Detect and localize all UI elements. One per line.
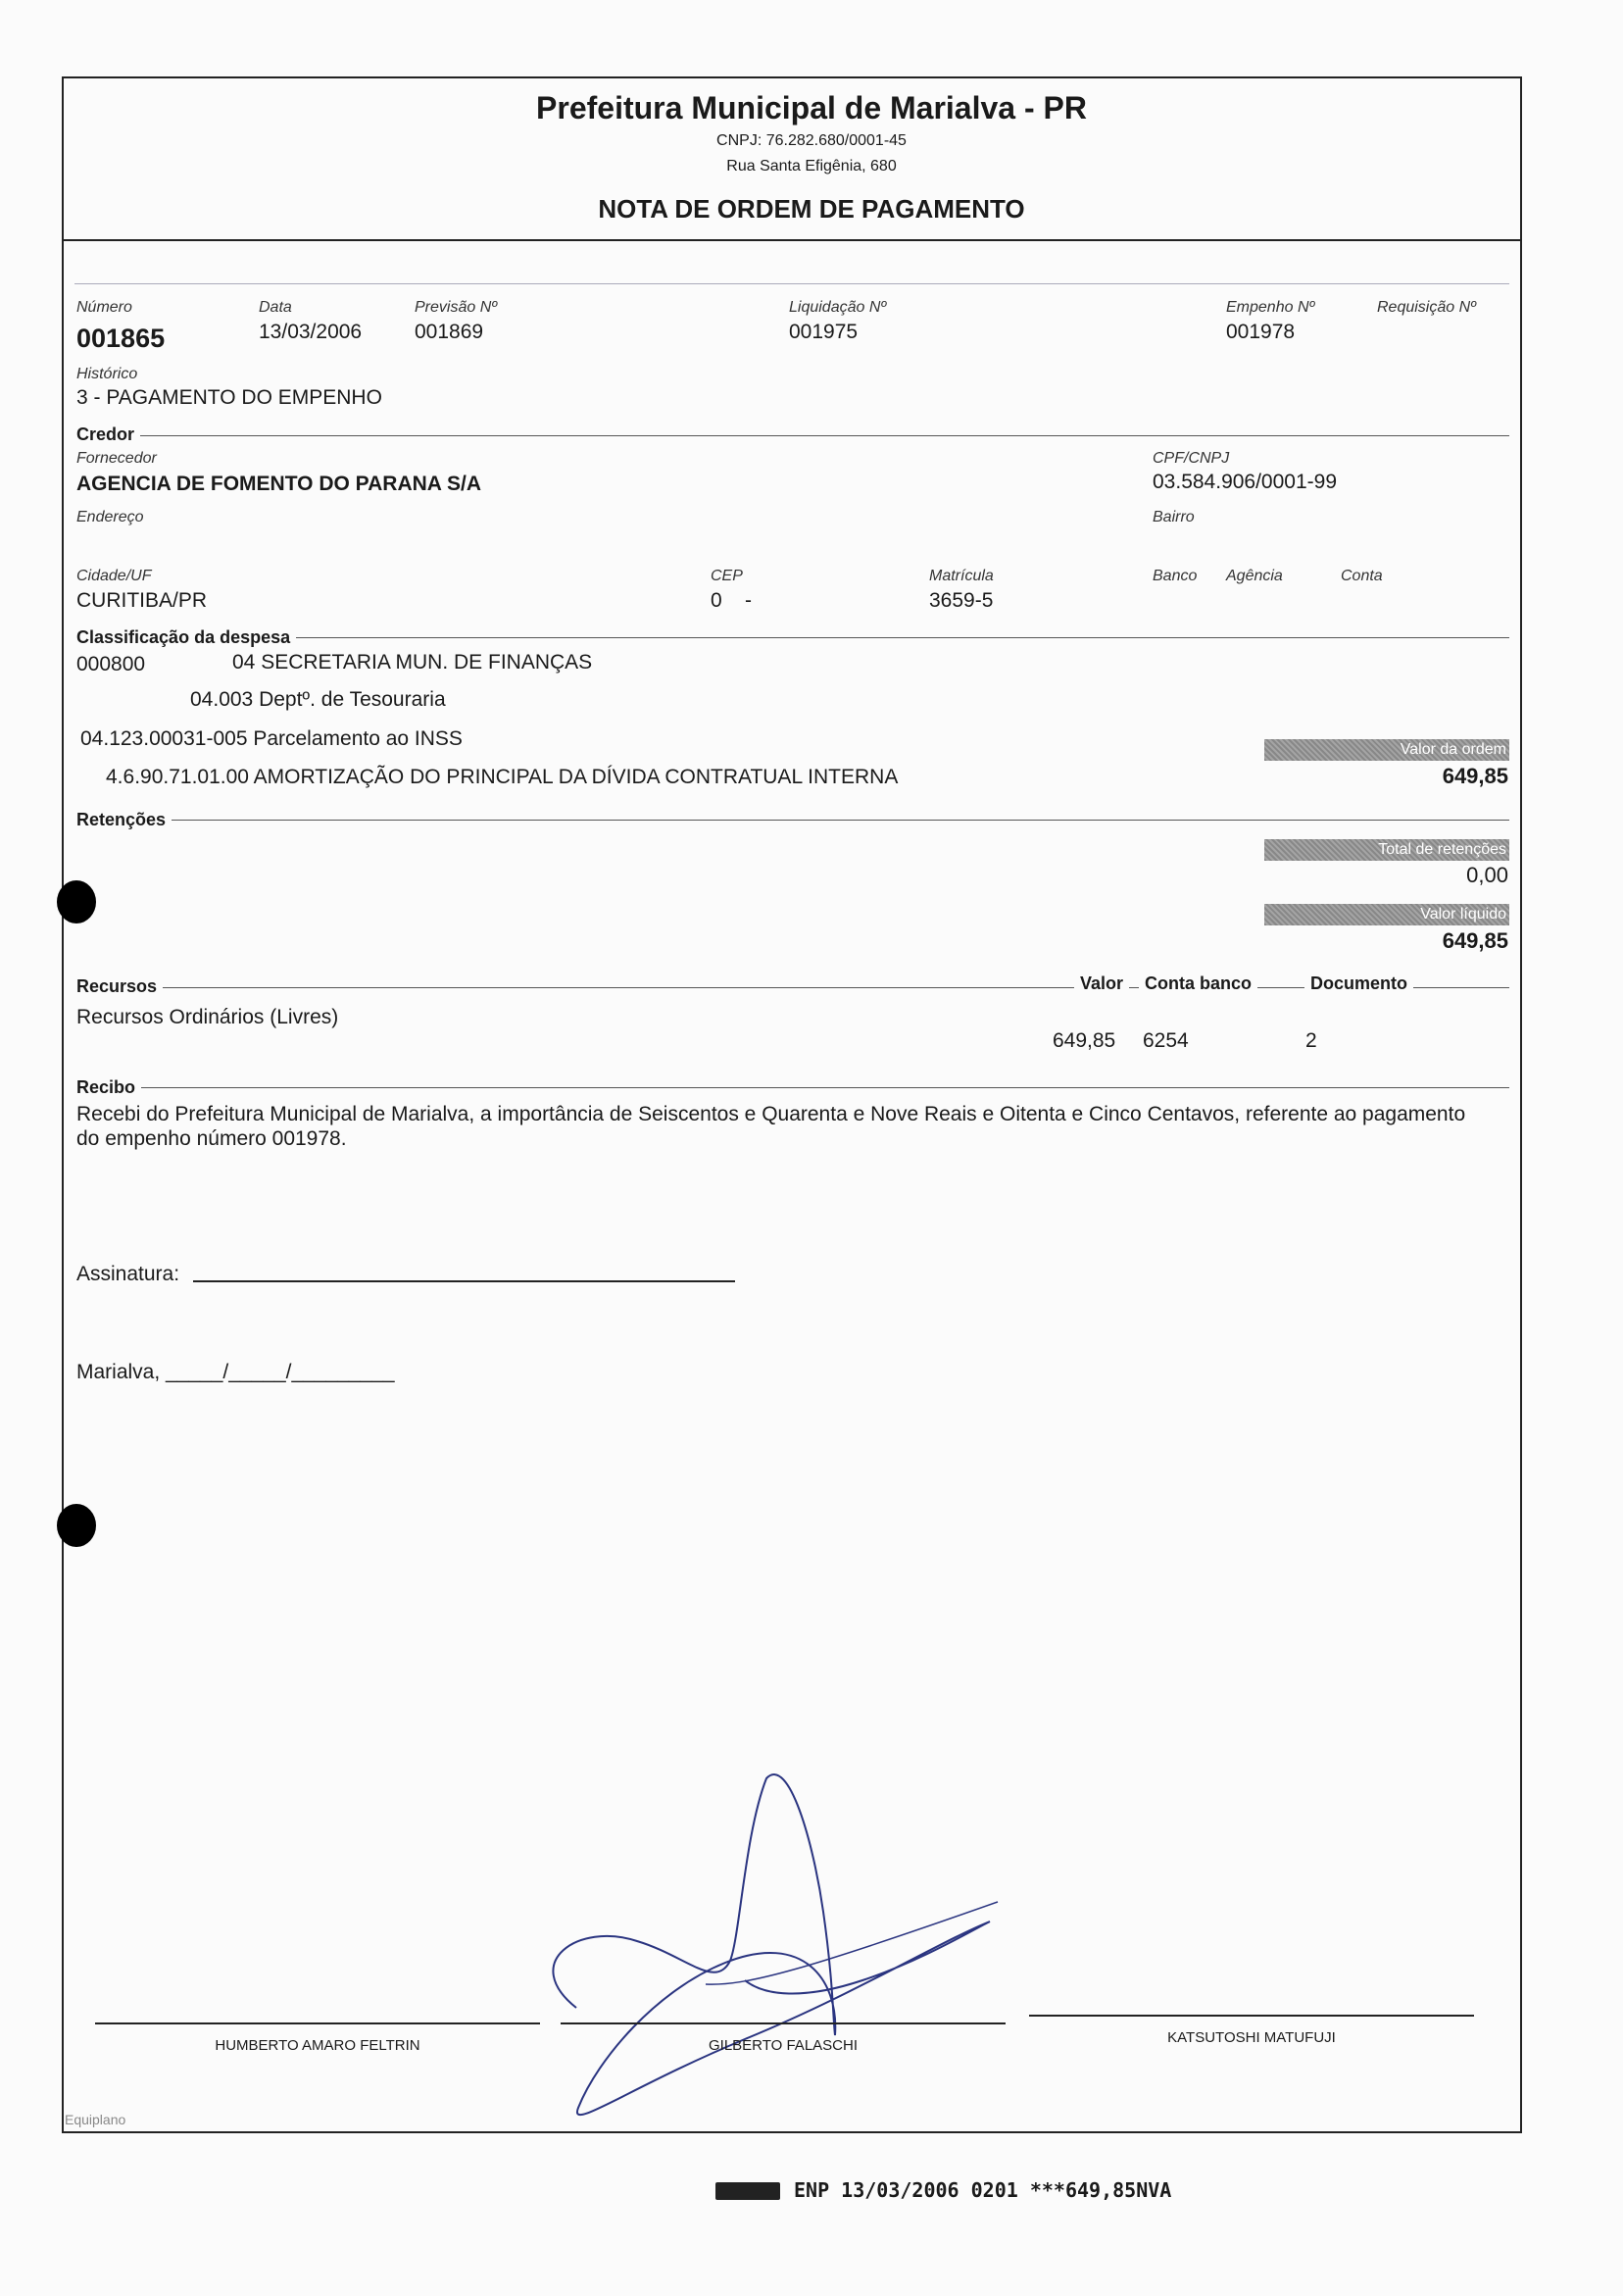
signature-line-1 <box>95 2022 540 2024</box>
classificacao-unidade: 04.003 Deptº. de Tesouraria <box>190 688 446 711</box>
classificacao-orgao: 04 SECRETARIA MUN. DE FINANÇAS <box>232 651 593 674</box>
data-value: 13/03/2006 <box>259 321 363 343</box>
valor-liquido-amount: 649,85 <box>1442 928 1508 953</box>
recursos-conta-header: Conta banco <box>1139 973 1257 994</box>
recursos-conta: 6254 <box>1143 1029 1189 1052</box>
handwritten-signature <box>510 1755 1019 2127</box>
banco-label: Banco <box>1153 568 1198 584</box>
page-title: Prefeitura Municipal de Marialva - PR <box>536 90 1087 125</box>
signature-line-3 <box>1029 2015 1474 2017</box>
requisicao-label: Requisição Nº <box>1377 299 1476 316</box>
retencoes-rule <box>76 820 1509 821</box>
header-cnpj: CNPJ: 76.282.680/0001-45 <box>716 132 907 149</box>
fornecedor-label: Fornecedor <box>76 450 157 467</box>
historico-label: Histórico <box>76 366 138 382</box>
historico-value: 3 - PAGAMENTO DO EMPENHO <box>76 386 382 409</box>
credor-section-title: Credor <box>76 424 140 445</box>
classificacao-section-title: Classificação da despesa <box>76 627 296 648</box>
binder-hole-top <box>57 880 96 923</box>
signatory-1: HUMBERTO AMARO FELTRIN <box>215 2037 420 2054</box>
recursos-valor-header: Valor <box>1074 973 1129 994</box>
recursos-documento-header: Documento <box>1304 973 1413 994</box>
numero-label: Número <box>76 299 132 316</box>
empenho-label: Empenho Nº <box>1226 299 1315 316</box>
total-retencoes-amount: 0,00 <box>1466 863 1508 887</box>
classificacao-code: 000800 <box>76 653 146 675</box>
recibo-rule <box>76 1087 1509 1088</box>
assinatura-label: Assinatura: <box>76 1263 180 1285</box>
recursos-rule <box>76 987 1509 988</box>
conta-label: Conta <box>1341 568 1383 584</box>
recursos-descricao: Recursos Ordinários (Livres) <box>76 1006 339 1028</box>
matricula-value: 3659-5 <box>929 589 994 612</box>
binder-hole-bottom <box>57 1504 96 1547</box>
signatory-3: KATSUTOSHI MATUFUJI <box>1167 2029 1336 2046</box>
valor-liquido-label: Valor líquido <box>1264 904 1509 925</box>
previsao-value: 001869 <box>415 321 484 343</box>
recibo-text: Recebi do Prefeitura Municipal de Marialva, a importância de Seiscentos e Quarenta e Nove Reais e Oitenta e Cinco Centavos, referente ao pagamento do empenho número 001978. <box>76 1103 1466 1150</box>
liquidacao-label: Liquidação Nº <box>789 299 887 316</box>
total-retencoes-label: Total de retenções <box>1264 839 1509 861</box>
empenho-value: 001978 <box>1226 321 1296 343</box>
previsao-label: Previsão Nº <box>415 299 498 316</box>
cidade-value: CURITIBA/PR <box>76 589 208 612</box>
credor-rule <box>76 435 1509 436</box>
document-title: NOTA DE ORDEM DE PAGAMENTO <box>598 194 1025 224</box>
data-label: Data <box>259 299 292 316</box>
fornecedor-value: AGENCIA DE FOMENTO DO PARANA S/A <box>76 473 482 495</box>
valor-ordem-label: Valor da ordem <box>1264 739 1509 761</box>
classificacao-elemento: 4.6.90.71.01.00 AMORTIZAÇÃO DO PRINCIPAL DA DÍVIDA CONTRATUAL INTERNA <box>106 766 899 788</box>
bairro-label: Bairro <box>1153 509 1195 525</box>
assinatura-line <box>193 1280 735 1282</box>
local-date: Marialva, _____/_____/_________ <box>76 1361 395 1383</box>
endereco-label: Endereço <box>76 509 144 525</box>
matricula-label: Matrícula <box>929 568 994 584</box>
cidade-label: Cidade/UF <box>76 568 152 584</box>
recursos-documento: 2 <box>1305 1029 1317 1052</box>
cpf-value: 03.584.906/0001-99 <box>1153 471 1338 493</box>
valor-ordem-amount: 649,85 <box>1442 764 1508 788</box>
ids-top-rule <box>74 283 1509 284</box>
cpf-label: CPF/CNPJ <box>1153 450 1230 467</box>
retencoes-section-title: Retenções <box>76 810 172 830</box>
agencia-label: Agência <box>1226 568 1283 584</box>
bank-stamp-logo <box>715 2182 780 2200</box>
signature-line-2 <box>561 2022 1006 2024</box>
liquidacao-value: 001975 <box>789 321 859 343</box>
cep-value: 0 - <box>711 589 753 612</box>
header-separator <box>62 239 1522 241</box>
recursos-section-title: Recursos <box>76 976 163 997</box>
recursos-valor: 649,85 <box>1053 1029 1116 1052</box>
recibo-section-title: Recibo <box>76 1077 141 1098</box>
header-address: Rua Santa Efigênia, 680 <box>726 158 897 175</box>
cep-label: CEP <box>711 568 743 584</box>
signatory-2: GILBERTO FALASCHI <box>709 2037 858 2054</box>
software-credit: Equiplano <box>65 2112 126 2127</box>
bank-stamp: ENP 13/03/2006 0201 ***649,85NVA <box>794 2178 1172 2202</box>
numero-value: 001865 <box>76 324 166 353</box>
classificacao-programa: 04.123.00031-005 Parcelamento ao INSS <box>80 727 463 750</box>
